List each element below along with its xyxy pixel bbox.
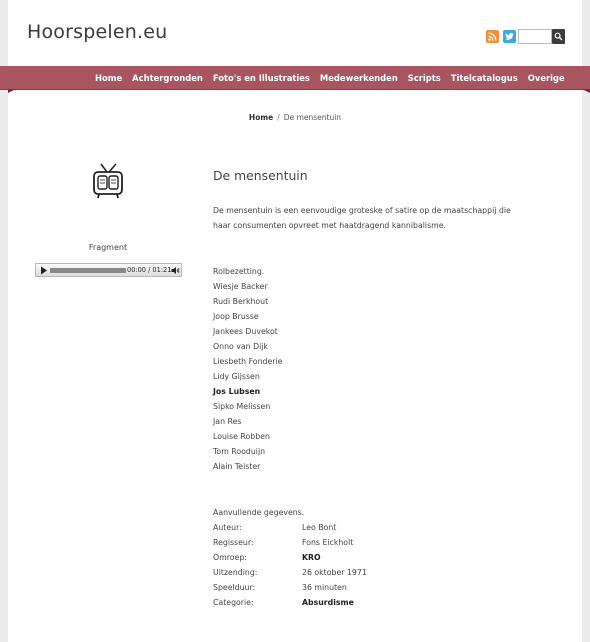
nav-overige[interactable]: Overige (527, 72, 565, 83)
cast-member: Jan Res (213, 417, 242, 426)
info-key: Regisseur: (213, 538, 254, 547)
cast-member: Louise Robben (213, 432, 270, 441)
intro-text: De mensentuin is een eenvoudige groteske of satire op de maatschappij die haar consumenten opvreet met haatdragend kannibalisme. (213, 206, 511, 230)
cast-member: Jankees Duvekot (213, 327, 278, 336)
nav-ribbon-fold-left (8, 89, 16, 93)
cast-member: Alain Teister (213, 462, 261, 471)
tv-icon (92, 163, 124, 199)
site-title[interactable]: Hoorspelen.eu (27, 21, 168, 43)
search-input[interactable] (518, 29, 552, 44)
nav-home[interactable]: Home (95, 72, 123, 83)
playback-time: 00:00 / 01:21 (127, 266, 172, 274)
info-value: Fons Eickholt (302, 538, 354, 547)
fragment-label: Fragment (88, 243, 128, 252)
cast-heading: Rolbezetting. (213, 267, 265, 276)
cast-member: Onno van Dijk (213, 342, 268, 351)
cast-member: Wiesje Backer (213, 282, 268, 291)
twitter-icon (505, 32, 514, 41)
nav-medewerkenden[interactable]: Medewerkenden (319, 72, 398, 83)
nav-ribbon-fold-right (582, 89, 590, 93)
nav-achtergronden[interactable]: Achtergronden (132, 72, 203, 83)
cast-member: Rudi Berkhout (213, 297, 269, 306)
info-row-omroep (213, 550, 321, 565)
info-value: Leo Bont (302, 523, 337, 532)
page (8, 0, 582, 642)
info-row-regisseur (213, 535, 354, 550)
cast-member: Tom Rooduijn (213, 447, 266, 456)
nav-titelcatalogus[interactable]: Titelcatalogus (450, 72, 518, 83)
info-value-link[interactable]: KRO (302, 553, 321, 562)
info-key: Omroep: (213, 553, 247, 562)
breadcrumb-home[interactable]: Home (248, 113, 274, 122)
info-row-categorie (213, 595, 354, 610)
info-row-auteur (213, 520, 337, 535)
volume-icon[interactable] (171, 266, 180, 275)
breadcrumb-current: De mensentuin (283, 113, 342, 122)
info-value-link[interactable]: Absurdisme (302, 598, 354, 607)
info-value: 26 oktober 1971 (302, 568, 367, 577)
rss-icon (488, 32, 497, 41)
nav-fotos-illustraties[interactable]: Foto's en Illustraties (212, 72, 310, 83)
search-button[interactable] (552, 29, 565, 44)
nav-scripts[interactable]: Scripts (407, 72, 441, 83)
breadcrumb-separator: / (277, 113, 280, 122)
info-key: Uitzending: (213, 568, 258, 577)
progress-bar[interactable] (50, 268, 126, 273)
audio-player (35, 263, 182, 277)
info-key: Speelduur: (213, 583, 256, 592)
cast-member: Sipko Melissen (213, 402, 271, 411)
twitter-button[interactable] (503, 30, 516, 43)
info-heading: Aanvullende gegevens. (213, 508, 305, 517)
cast-member: Liesbeth Fonderie (213, 357, 283, 366)
search-icon (554, 32, 563, 41)
info-key: Categorie: (213, 598, 254, 607)
play-icon[interactable] (40, 266, 48, 275)
breadcrumb (8, 113, 582, 122)
main-nav (0, 66, 590, 90)
page-title: De mensentuin (213, 168, 308, 183)
info-row-uitzending (213, 565, 367, 580)
info-value: 36 minuten (302, 583, 347, 592)
cast-member-link[interactable]: Jos Lubsen (213, 387, 261, 396)
cast-member: Lidy Gijssen (213, 372, 260, 381)
cast-member: Joop Brusse (213, 312, 259, 321)
additional-info (213, 505, 367, 610)
rss-button[interactable] (486, 30, 499, 43)
cast-list (213, 264, 282, 474)
info-row-speelduur (213, 580, 347, 595)
info-key: Auteur: (213, 523, 242, 532)
